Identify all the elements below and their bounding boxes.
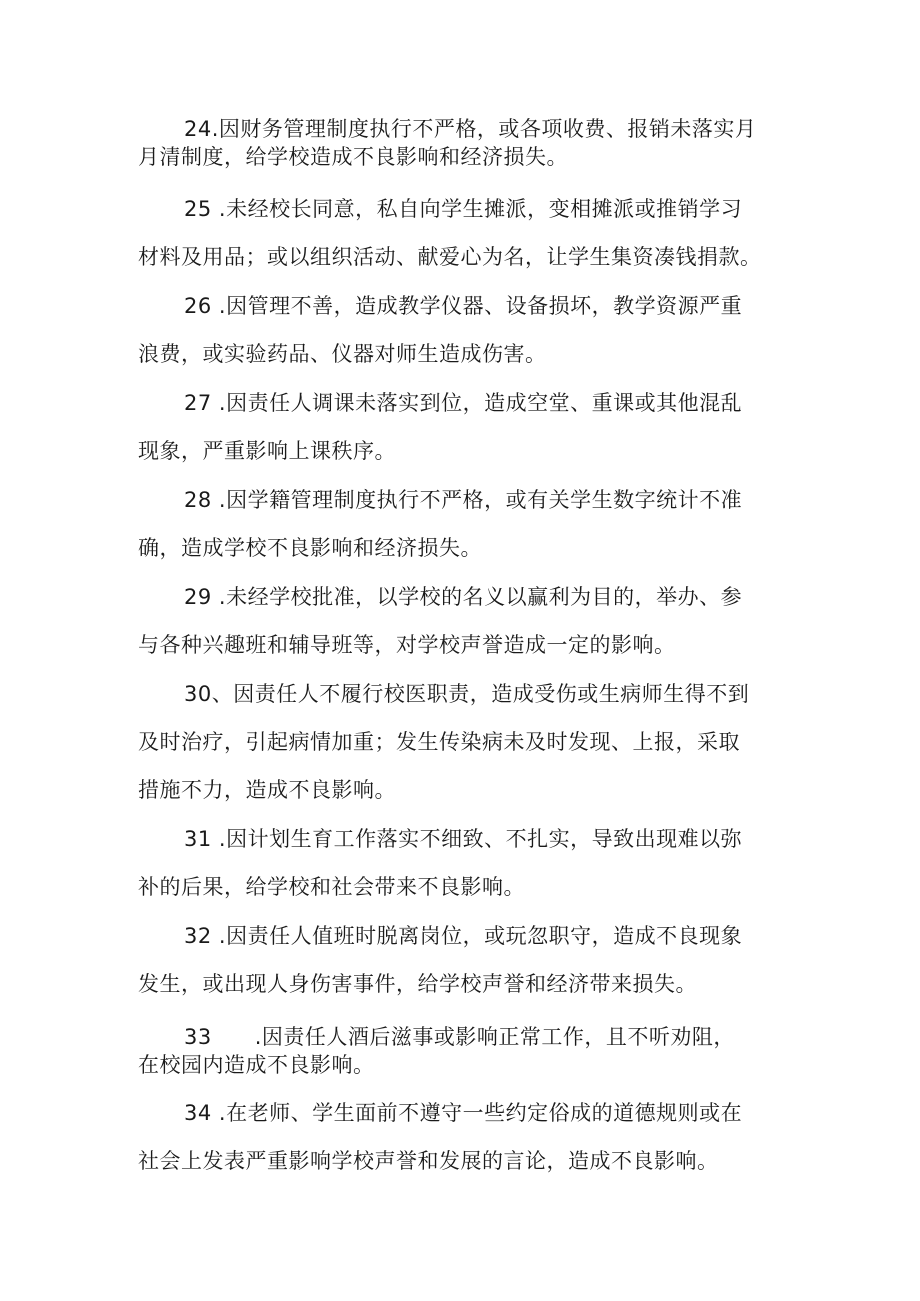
clause-25-line-1: 25 .未经校长同意，私自向学生摊派，变相摊派或推销学习 bbox=[184, 197, 743, 221]
clause-26-line-2: 浪费，或实验药品、仪器对师生造成伤害。 bbox=[138, 342, 547, 366]
clause-27 bbox=[138, 379, 808, 475]
clause-27-line-1: 27 .因责任人调课未落实到位，造成空堂、重课或其他混乱 bbox=[184, 391, 743, 415]
clause-27-line-2: 现象，严重影响上课秩序。 bbox=[138, 439, 396, 463]
clause-30-line-1: 30、因责任人不履行校医职责，造成受伤或生病师生得不到 bbox=[184, 682, 750, 706]
clause-28 bbox=[138, 476, 808, 572]
clause-28-line-1: 28 .因学籍管理制度执行不严格，或有关学生数字统计不准 bbox=[184, 488, 743, 512]
clause-25 bbox=[138, 185, 808, 281]
clause-33-line-1: 33 .因责任人酒后滋事或影响正常工作，且不听劝阻， bbox=[184, 1025, 735, 1049]
clause-33 bbox=[138, 1023, 808, 1079]
clause-34 bbox=[138, 1089, 808, 1185]
clause-31-line-1: 31 .因计划生育工作落实不细致、不扎实，导致出现难以弥 bbox=[184, 827, 743, 851]
clause-34-line-2: 社会上发表严重影响学校声誉和发展的言论，造成不良影响。 bbox=[138, 1149, 719, 1173]
clause-32-line-1: 32 .因责任人值班时脱离岗位，或玩忽职守，造成不良现象 bbox=[184, 924, 743, 948]
clause-30-line-2: 及时治疗，引起病情加重；发生传染病未及时发现、上报，采取 bbox=[138, 730, 740, 754]
clause-28-line-2: 确，造成学校不良影响和经济损失。 bbox=[138, 536, 482, 560]
clause-30 bbox=[138, 670, 808, 814]
clause-29-line-2: 与各种兴趣班和辅导班等，对学校声誉造成一定的影响。 bbox=[138, 633, 676, 657]
clause-29 bbox=[138, 573, 808, 669]
clause-30-line-3: 措施不力，造成不良影响。 bbox=[138, 778, 396, 802]
clause-31-line-2: 补的后果，给学校和社会带来不良影响。 bbox=[138, 875, 525, 899]
clause-24-line-1: 24.因财务管理制度执行不严格，或各项收费、报销未落实月 bbox=[184, 117, 757, 141]
clause-24-line-2: 月清制度，给学校造成不良影响和经济损失。 bbox=[138, 145, 568, 169]
clause-25-line-2: 材料及用品；或以组织活动、献爱心为名，让学生集资凑钱捐款。 bbox=[138, 245, 762, 269]
clause-32 bbox=[138, 912, 808, 1008]
clause-29-line-1: 29 .未经学校批准，以学校的名义以赢利为目的，举办、参 bbox=[184, 585, 743, 609]
clause-26-line-1: 26 .因管理不善，造成教学仪器、设备损坏，教学资源严重 bbox=[184, 294, 743, 318]
clause-31 bbox=[138, 815, 808, 911]
clause-34-line-1: 34 .在老师、学生面前不遵守一些约定俗成的道德规则或在 bbox=[184, 1101, 743, 1125]
clause-33-line-2: 在校园内造成不良影响。 bbox=[138, 1053, 375, 1077]
clause-26 bbox=[138, 282, 808, 378]
clause-24 bbox=[138, 115, 808, 171]
clause-32-line-2: 发生，或出现人身伤害事件，给学校声誉和经济带来损失。 bbox=[138, 972, 697, 996]
